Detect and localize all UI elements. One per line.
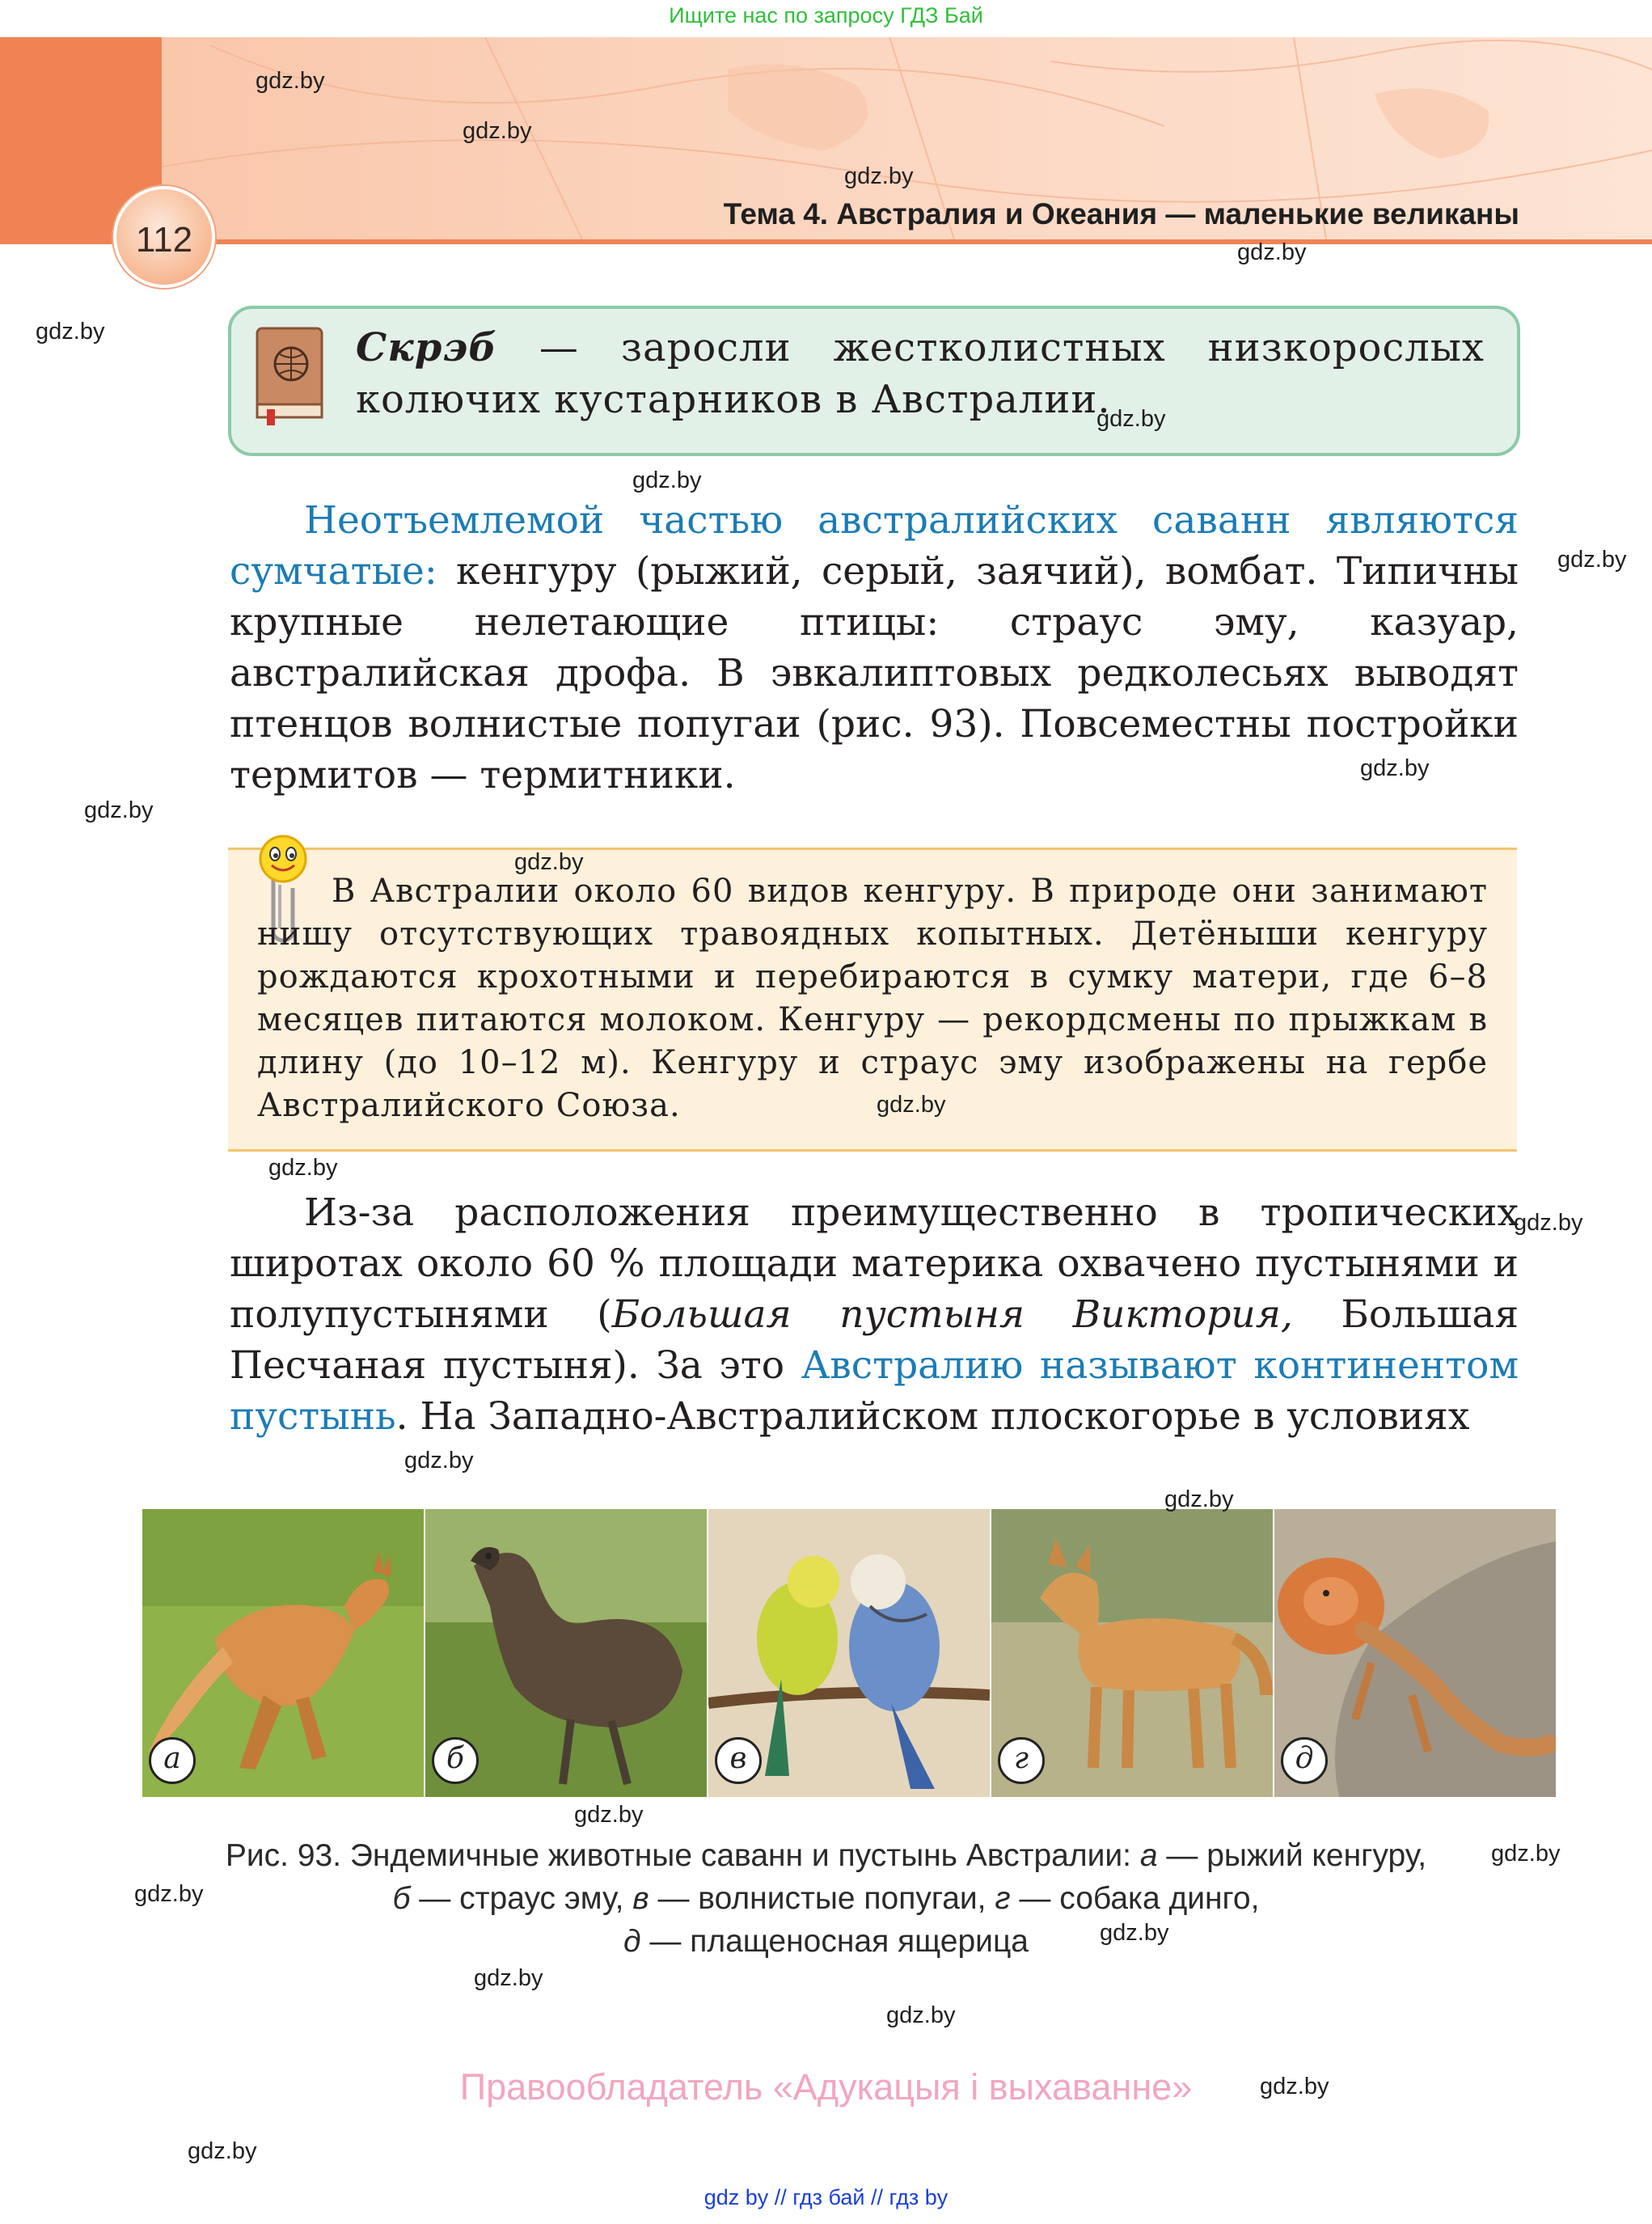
- paragraph-savanna-animals: [230, 495, 1519, 801]
- definition-text: [356, 322, 1485, 425]
- photo-label-a: а: [149, 1737, 196, 1784]
- caption-text-v: — волнистые попугаи,: [649, 1881, 995, 1916]
- watermark: gdz.by: [514, 849, 584, 875]
- paragraph2-highlight: Австралию называют континентом пустынь: [230, 1343, 1519, 1439]
- watermark: gdz.by: [844, 163, 914, 189]
- watermark: gdz.by: [1514, 1210, 1583, 1236]
- photo-budgerigars: [708, 1509, 990, 1797]
- caption-text-d: — плащеносная ящерица: [640, 1924, 1029, 1959]
- watermark: gdz.by: [877, 1092, 946, 1118]
- paragraph-deserts: [230, 1187, 1519, 1442]
- caption-letter-g: г: [995, 1881, 1011, 1916]
- watermark: gdz.by: [84, 797, 154, 823]
- watermark: gdz.by: [404, 1448, 474, 1474]
- watermark: gdz.by: [474, 1965, 543, 1991]
- caption-text-a: — рыжий кенгуру,: [1157, 1838, 1427, 1873]
- paragraph1-text: кенгуру (рыжий, серый, заячий), вомбат. Типичны крупные нелетающие птицы: страус эму, казуар, австралийская дрофа. В эвкалиптовых редколесьях выводят птенцов волнистые попугаи (рис. 93). Повсеместны постройки термитов — термитники.: [230, 549, 1519, 797]
- topic-title: Тема 4. Австралия и Океания — маленькие великаны: [723, 197, 1519, 230]
- watermark: gdz.by: [463, 118, 532, 144]
- photo-emu: [425, 1509, 707, 1797]
- watermark: gdz.by: [36, 319, 105, 345]
- fact-text: [257, 870, 1488, 1127]
- watermark: gdz.by: [1360, 755, 1430, 781]
- watermark: gdz.by: [1100, 1920, 1169, 1946]
- watermark: gdz.by: [268, 1155, 338, 1181]
- caption-text-g: — собака динго,: [1010, 1881, 1260, 1916]
- copyright-notice: Правообладатель «Адукацыя і выхаванне»: [459, 2066, 1193, 2108]
- caption-letter-d: д: [623, 1924, 641, 1959]
- photo-frilled-lizard: [1274, 1509, 1556, 1797]
- watermark: gdz.by: [1260, 2074, 1329, 2099]
- caption-letter-v: в: [632, 1881, 649, 1916]
- photo-label-g: г: [998, 1737, 1045, 1784]
- footer-links[interactable]: gdz by // гдз бай // гдз by: [703, 2185, 949, 2209]
- paragraph2-text-3: . На Западно-Австралийском плоскогорье в условиях: [395, 1394, 1470, 1439]
- watermark: gdz.by: [886, 2002, 956, 2028]
- watermark: gdz.by: [256, 68, 325, 94]
- figure-93-photos: [142, 1509, 1556, 1797]
- watermark: gdz.by: [134, 1881, 204, 1907]
- paragraph2-text-2: Большая Песчаная пустыня). За это: [230, 1292, 1519, 1388]
- watermark: gdz.by: [1096, 406, 1166, 432]
- top-search-hint[interactable]: Ищите нас по запросу ГДЗ Бай: [669, 3, 983, 27]
- watermark: gdz.by: [574, 1802, 644, 1828]
- watermark: gdz.by: [1491, 1841, 1561, 1867]
- watermark: gdz.by: [1557, 547, 1627, 573]
- watermark: gdz.by: [632, 467, 702, 493]
- caption-letter-b: б: [392, 1881, 411, 1916]
- watermark: gdz.by: [188, 2138, 257, 2164]
- paragraph2-italic: Большая пустыня Виктория,: [611, 1292, 1293, 1337]
- photo-label-d: д: [1281, 1737, 1328, 1784]
- photo-label-v: в: [715, 1737, 762, 1784]
- paragraph1-highlight: Неотъемлемой частью австралийских саванн являются сумчатые:: [230, 498, 1519, 594]
- paragraph2-text-1: Из-за расположения преимущественно в тропических широтах около 60 % площади материка охвачено пустынями и полупустынями (: [230, 1190, 1519, 1337]
- page-number: 112: [135, 220, 193, 260]
- caption-letter-a: а: [1139, 1838, 1158, 1873]
- photo-label-b: б: [432, 1737, 479, 1784]
- photo-red-kangaroo: [142, 1509, 424, 1797]
- figure-caption: [162, 1834, 1490, 1963]
- caption-prefix: Рис. 93. Эндемичные животные саванн и пустынь Австралии:: [225, 1838, 1140, 1873]
- photo-dingo: [991, 1509, 1273, 1797]
- watermark: gdz.by: [1164, 1486, 1234, 1512]
- definition-body: — заросли жестколистных низкорослых колючих кустарников в Австралии.: [356, 325, 1485, 422]
- watermark: gdz.by: [1237, 239, 1307, 265]
- globe-book-icon: [252, 325, 328, 425]
- caption-text-b: — страус эму,: [410, 1881, 633, 1916]
- definition-term: Скрэб: [356, 325, 497, 370]
- fact-body: В Австралии около 60 видов кенгуру. В природе они занимают нишу отсутствующих травоядных копытных. Детёныши кенгуру рождаются крохотными и перебираются в сумку матери, где 6–8 месяцев питаются молоком. Кенгуру — рекордсмены по прыжкам в длину (до 10–12 м). Кенгуру и страус эму изображены на гербе Австралийского Союза.: [257, 873, 1488, 1124]
